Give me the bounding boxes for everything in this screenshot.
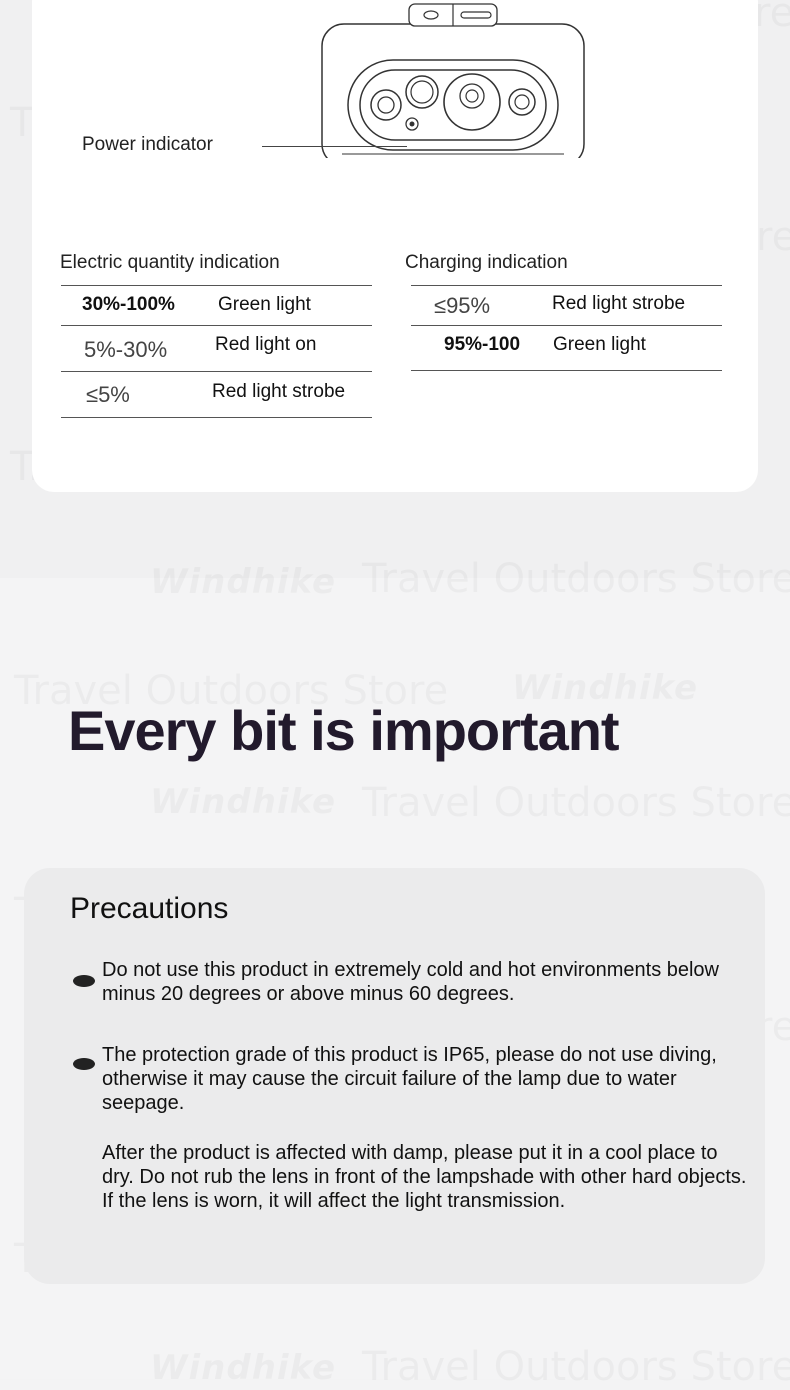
table-divider — [411, 285, 722, 286]
table-divider — [411, 325, 722, 326]
charging-title: Charging indication — [405, 252, 568, 273]
headlamp-device-illustration — [320, 0, 620, 158]
table-divider — [61, 417, 372, 418]
electric-level-cell: ≤5% — [86, 382, 130, 407]
precautions-title: Precautions — [70, 892, 229, 925]
charging-level-cell: 95%-100 — [444, 334, 521, 355]
table-divider — [61, 325, 372, 326]
table-divider — [61, 371, 372, 372]
electric-status-cell: Green light — [218, 294, 311, 315]
indicator-info-card — [32, 0, 758, 492]
charging-status-cell: Green light — [553, 334, 646, 355]
electric-level-cell: 30%-100% — [82, 294, 175, 315]
power-indicator-leader-line — [262, 146, 407, 147]
charging-status-cell: Red light strobe — [552, 293, 686, 314]
precaution-item: After the product is affected with damp, please put it in a cool place to dry. Do not rub the lens in front of the lampshade with other hard objects. If the lens is worn, it will affect the light transmission. — [102, 1142, 747, 1212]
table-divider — [411, 370, 722, 371]
electric-quantity-title: Electric quantity indication — [60, 252, 280, 273]
charging-level-cell: ≤95% — [434, 293, 491, 318]
electric-status-cell: Red light strobe — [212, 381, 346, 402]
electric-status-cell: Red light on — [215, 334, 317, 355]
bullet-icon — [73, 975, 95, 987]
table-divider — [61, 285, 372, 286]
precaution-item: The protection grade of this product is IP65, please do not use diving, otherwise it may cause the circuit failure of the lamp due to water seepage. — [102, 1044, 717, 1114]
electric-level-cell: 5%-30% — [84, 337, 168, 362]
precaution-item: Do not use this product in extremely cold and hot environments below minus 20 degrees or above minus 60 degrees. — [102, 959, 720, 1005]
power-indicator-label: Power indicator — [82, 134, 213, 155]
section-headline: Every bit is important — [68, 699, 619, 762]
bullet-icon — [73, 1058, 95, 1070]
